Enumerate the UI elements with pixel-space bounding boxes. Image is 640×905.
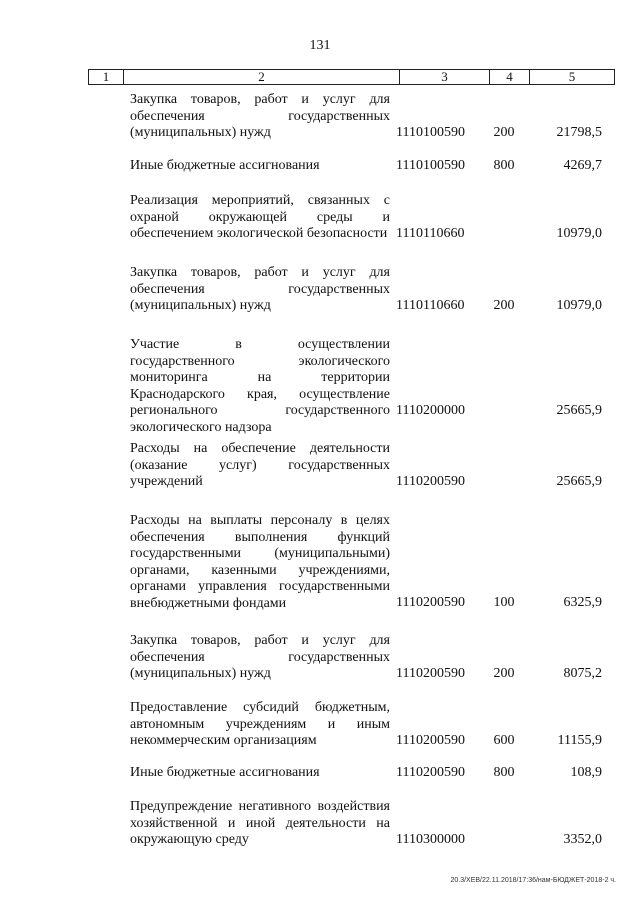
- row-amount: 25665,9: [556, 403, 602, 418]
- header-col-4: 4: [489, 70, 529, 84]
- table-row: [0, 441, 640, 513]
- row-amount: 108,9: [570, 765, 602, 780]
- row-code: 1110100590: [396, 125, 465, 140]
- table-row: [0, 337, 640, 441]
- row-description: Расходы на выплаты персоналу в целях обеспечения выполнения функций государственными (муниципальными) органами, казенными учреждениями, органами управления государственными внебюджетными фондами: [130, 513, 390, 611]
- table-row: [0, 700, 640, 765]
- row-code: 1110200590: [396, 765, 465, 780]
- table-row: [0, 193, 640, 265]
- row-amount: 4269,7: [563, 158, 602, 173]
- row-description: Расходы на обеспечение деятельности (оказание услуг) государственных учреждений: [130, 441, 390, 489]
- row-amount: 10979,0: [556, 298, 602, 313]
- budget-table: [0, 92, 640, 855]
- row-code: 1110100590: [396, 158, 465, 173]
- row-expense-type: 200: [493, 298, 515, 313]
- row-code: 1110200590: [396, 474, 465, 489]
- table-row: [0, 633, 640, 700]
- row-code: 1110300000: [396, 832, 465, 847]
- row-code: 1110200590: [396, 733, 465, 748]
- row-amount: 10979,0: [556, 226, 602, 241]
- row-description: Закупка товаров, работ и услуг для обеспечения государственных (муниципальных) нужд: [130, 265, 390, 313]
- header-col-3: 3: [399, 70, 489, 84]
- row-expense-type: 200: [493, 125, 515, 140]
- row-description: Участие в осуществлении государственного экологического мониторинга на территории Краснодарского края, осуществление регионального государственного экологического надзора: [130, 337, 390, 435]
- row-description: Закупка товаров, работ и услуг для обеспечения государственных (муниципальных) нужд: [130, 92, 390, 140]
- row-description: Закупка товаров, работ и услуг для обеспечения государственных (муниципальных) нужд: [130, 633, 390, 681]
- row-expense-type: 600: [493, 733, 515, 748]
- row-code: 1110200590: [396, 666, 465, 681]
- row-expense-type: 100: [493, 595, 515, 610]
- row-code: 1110200590: [396, 595, 465, 610]
- table-row: [0, 765, 640, 799]
- row-amount: 21798,5: [556, 125, 602, 140]
- row-code: 1110200000: [396, 403, 465, 418]
- table-row: [0, 799, 640, 855]
- row-expense-type: 200: [493, 666, 515, 681]
- table-row: [0, 513, 640, 633]
- header-col-5: 5: [529, 70, 614, 84]
- row-description: Предоставление субсидий бюджетным, автономным учреждениям и иным некоммерческим организациям: [130, 700, 390, 748]
- row-amount: 8075,2: [563, 666, 602, 681]
- row-description: Иные бюджетные ассигнования: [130, 765, 320, 780]
- row-description: Реализация мероприятий, связанных с охраной окружающей среды и обеспечением экологической безопасности: [130, 193, 390, 241]
- row-amount: 3352,0: [563, 832, 602, 847]
- header-col-2: 2: [123, 70, 399, 84]
- row-code: 1110110660: [396, 226, 465, 241]
- table-header: [88, 69, 615, 85]
- row-description: Предупреждение негативного воздействия хозяйственной и иной деятельности на окружающую среду: [130, 799, 390, 847]
- page-number: 131: [309, 38, 331, 53]
- row-code: 1110110660: [396, 298, 465, 313]
- row-description: Иные бюджетные ассигнования: [130, 158, 320, 173]
- row-amount: 25665,9: [556, 474, 602, 489]
- table-row: [0, 158, 640, 193]
- row-amount: 11155,9: [557, 733, 602, 748]
- row-expense-type: 800: [493, 765, 515, 780]
- row-expense-type: 800: [493, 158, 515, 173]
- table-row: [0, 92, 640, 158]
- header-col-1: 1: [102, 69, 110, 84]
- document-footer: 20.3/ХЕВ/22.11.2018/17:36/нам-БЮДЖЕТ-2018-2 ч.: [450, 877, 616, 884]
- table-row: [0, 265, 640, 337]
- row-amount: 6325,9: [563, 595, 602, 610]
